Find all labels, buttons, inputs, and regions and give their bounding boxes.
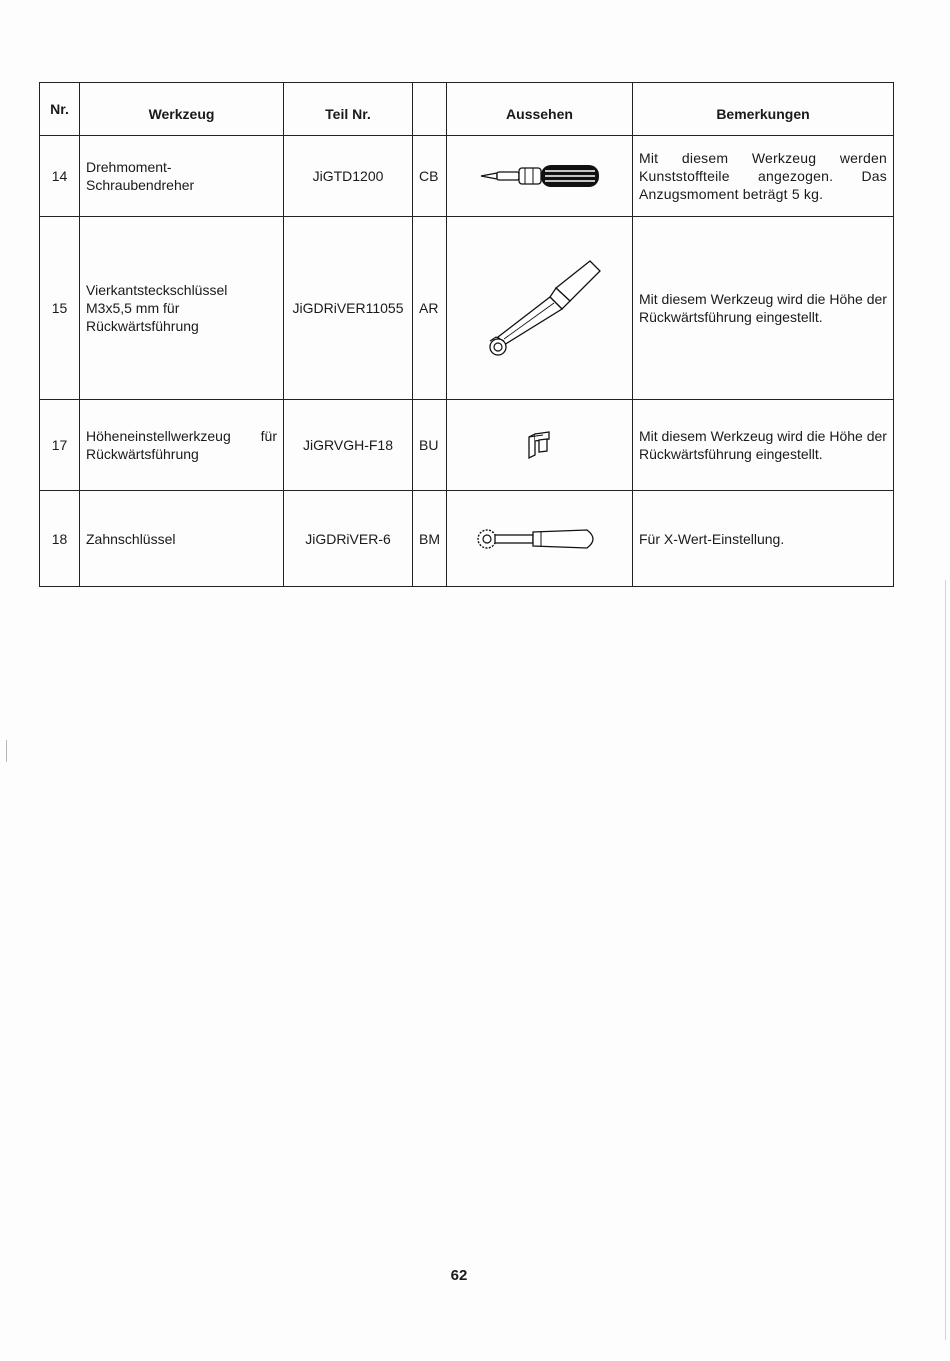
- row-aussehen: [447, 400, 633, 491]
- header-aussehen: Aussehen: [447, 83, 633, 136]
- socket-wrench-icon: [470, 253, 610, 363]
- row-code: BM: [413, 491, 447, 587]
- row-teil-nr: JiGDRiVER-6: [284, 491, 413, 587]
- row-code: CB: [413, 136, 447, 217]
- werkzeug-line: Schraubendreher: [86, 177, 195, 193]
- row-aussehen: [447, 217, 633, 400]
- table-row: [40, 217, 894, 400]
- header-code: [413, 83, 447, 136]
- table-row: [40, 400, 894, 491]
- row-nr: 14: [40, 136, 80, 217]
- werkzeug-line: Rückwärtsführung: [86, 446, 199, 462]
- row-code: AR: [413, 217, 447, 400]
- scan-artifact: [945, 580, 946, 1340]
- row-bemerkung: Mit diesem Werkzeug wird die Höhe der Rückwärtsführung eingestellt.: [633, 217, 894, 400]
- table-header-row: [40, 83, 894, 136]
- werkzeug-line: M3x5,5 mm für: [86, 300, 180, 316]
- row-aussehen: [447, 491, 633, 587]
- height-gauge-block-icon: [525, 429, 555, 461]
- row-teil-nr: JiGTD1200: [284, 136, 413, 217]
- row-aussehen: [447, 136, 633, 217]
- row-bemerkung: Mit diesem Werkzeug wird die Höhe der Rückwärtsführung eingestellt.: [633, 400, 894, 491]
- row-werkzeug: [80, 400, 284, 491]
- werkzeug-line: Höheneinstellwerkzeug für: [86, 428, 277, 444]
- header-werkzeug: Werkzeug: [80, 83, 284, 136]
- row-werkzeug: [80, 136, 284, 217]
- werkzeug-line: Rückwärtsführung: [86, 318, 199, 334]
- header-teil-nr: Teil Nr.: [284, 83, 413, 136]
- werkzeug-line: Vierkantsteckschlüssel: [86, 282, 228, 298]
- row-bemerkung: Mit diesem Werkzeug werden Kunststoffteile angezogen. Das Anzugsmoment beträgt 5 kg.: [633, 136, 894, 217]
- scan-artifact: [6, 740, 7, 762]
- row-teil-nr: JiGRVGH-F18: [284, 400, 413, 491]
- row-code: BU: [413, 400, 447, 491]
- row-nr: 15: [40, 217, 80, 400]
- header-bemerkungen: Bemerkungen: [633, 83, 894, 136]
- row-bemerkung: Für X-Wert-Einstellung.: [633, 491, 894, 587]
- gear-key-icon: [475, 524, 605, 554]
- table-row: [40, 136, 894, 217]
- tool-table: [39, 82, 894, 587]
- row-werkzeug: [80, 217, 284, 400]
- werkzeug-line: Zahnschlüssel: [86, 530, 176, 547]
- header-nr: Nr.: [40, 83, 80, 136]
- torque-screwdriver-icon: [475, 161, 605, 191]
- werkzeug-line: Drehmoment-: [86, 159, 172, 175]
- row-nr: 18: [40, 491, 80, 587]
- row-nr: 17: [40, 400, 80, 491]
- row-werkzeug: [80, 491, 284, 587]
- row-teil-nr: JiGDRiVER11055: [284, 217, 413, 400]
- table-row: [40, 491, 894, 587]
- page-number: 62: [450, 1267, 468, 1284]
